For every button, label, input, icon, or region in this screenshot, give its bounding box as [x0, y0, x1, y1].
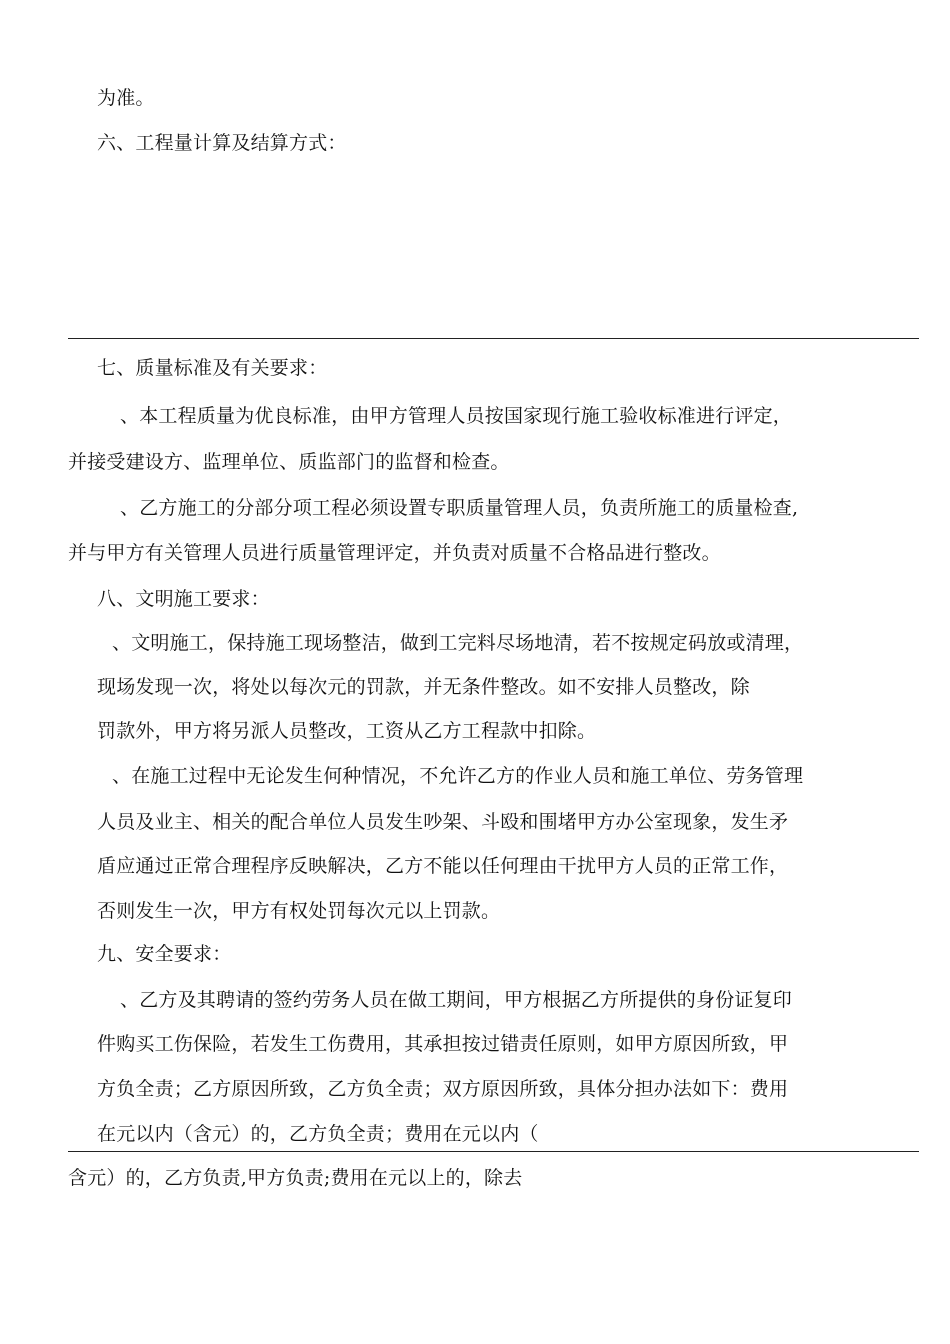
section-heading-9: 九、安全要求：	[97, 943, 232, 965]
text-line-7: 并与甲方有关管理人员进行质量管理评定，并负责对质量不合格品进行整改。	[68, 542, 721, 564]
text-line-12: 、在施工过程中无论发生何种情况，不允许乙方的作业人员和施工单位、劳务管理	[112, 765, 804, 787]
text-line-21: 含元）的，乙方负责,甲方负责;费用在元以上的，除去	[68, 1167, 523, 1189]
text-line-13: 人员及业主、相关的配合单位人员发生吵架、斗殴和围堵甲方办公室现象，发生矛	[97, 811, 789, 833]
text-line-15: 否则发生一次，甲方有权处罚每次元以上罚款。	[97, 900, 501, 922]
text-line-5: 并接受建设方、监理单位、质监部门的监督和检查。	[68, 451, 510, 473]
text-line-17: 、乙方及其聘请的签约劳务人员在做工期间，甲方根据乙方所提供的身份证复印	[120, 989, 793, 1011]
text-line-4: 、本工程质量为优良标准，由甲方管理人员按国家现行施工验收标准进行评定，	[120, 405, 793, 427]
text-line-19: 方负全责；乙方原因所致，乙方负全责；双方原因所致，具体分担办法如下：费用	[97, 1078, 789, 1100]
horizontal-rule-bottom	[68, 1151, 919, 1152]
text-line-1: 为准。	[97, 87, 155, 109]
horizontal-rule-top	[68, 338, 919, 339]
text-line-11: 罚款外，甲方将另派人员整改，工资从乙方工程款中扣除。	[97, 720, 597, 742]
text-line-6: 、乙方施工的分部分项工程必须设置专职质量管理人员，负责所施工的质量检查,	[120, 497, 799, 519]
section-heading-8: 八、文明施工要求：	[97, 588, 270, 610]
text-line-10: 现场发现一次，将处以每次元的罚款，并无条件整改。如不安排人员整改，除	[97, 676, 750, 698]
text-line-14: 盾应通过正常合理程序反映解决，乙方不能以任何理由干扰甲方人员的正常工作，	[97, 855, 789, 877]
text-line-9: 、文明施工，保持施工现场整洁，做到工完料尽场地清，若不按规定码放或清理，	[112, 632, 804, 654]
text-line-18: 件购买工伤保险，若发生工伤费用，其承担按过错责任原则，如甲方原因所致，甲	[97, 1033, 789, 1055]
section-heading-7: 七、质量标准及有关要求：	[97, 357, 328, 379]
section-heading-6: 六、工程量计算及结算方式：	[97, 132, 347, 154]
text-line-20: 在元以内（含元）的，乙方负全责；费用在元以内（	[97, 1123, 539, 1145]
